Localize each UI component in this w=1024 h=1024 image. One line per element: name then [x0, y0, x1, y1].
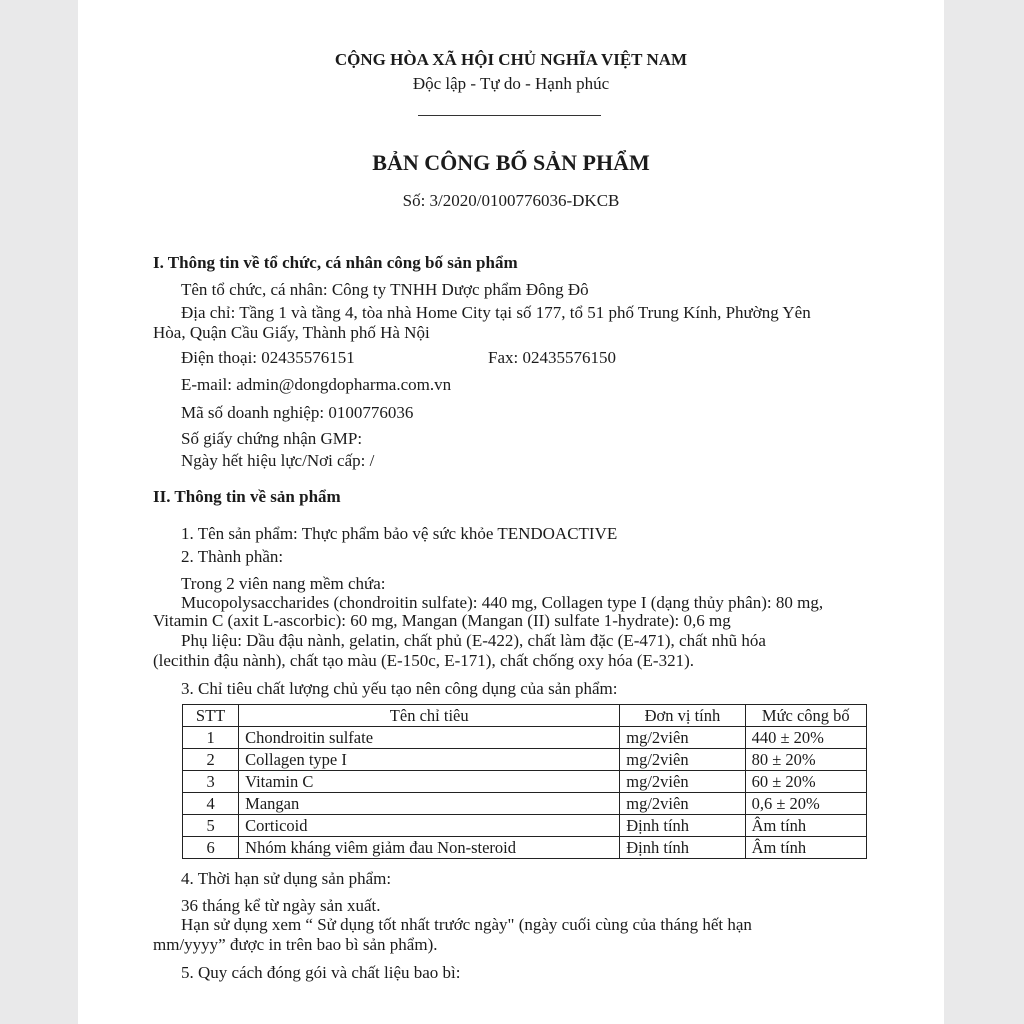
table-cell-stt: 4: [183, 793, 239, 815]
table-cell-stt: 2: [183, 749, 239, 771]
ingredients-intro: Trong 2 viên nang mềm chứa:: [181, 574, 386, 593]
motto-underline: [418, 115, 601, 116]
table-cell-unit: mg/2viên: [620, 771, 745, 793]
ingredients-line-2: Vitamin C (axit L-ascorbic): 60 mg, Mangan (Mangan (II) sulfate 1-hydrate): 0,6 mg: [153, 611, 731, 630]
product-name: 1. Tên sản phẩm: Thực phẩm bảo vệ sức khỏe TENDOACTIVE: [181, 524, 618, 543]
section1-heading: I. Thông tin về tổ chức, cá nhân công bố sản phẩm: [153, 253, 518, 272]
document-page: [78, 0, 944, 1024]
shelf-life-note-line-1: Hạn sử dụng xem “ Sử dụng tốt nhất trước ngày" (ngày cuối cùng của tháng hết hạn: [181, 915, 752, 934]
ingredients-label: 2. Thành phần:: [181, 547, 284, 566]
table-cell-level: 0,6 ± 20%: [745, 793, 866, 815]
packaging-label: 5. Quy cách đóng gói và chất liệu bao bì:: [181, 963, 461, 982]
quality-table: [182, 704, 867, 859]
table-cell-unit: mg/2viên: [620, 749, 745, 771]
table-cell-stt: 6: [183, 837, 239, 859]
address-line-2: Hòa, Quận Cầu Giấy, Thành phố Hà Nội: [153, 323, 430, 342]
section2-heading: II. Thông tin về sản phẩm: [153, 487, 341, 506]
org-name: Tên tổ chức, cá nhân: Công ty TNHH Dược phẩm Đông Đô: [181, 280, 589, 299]
table-cell-stt: 1: [183, 727, 239, 749]
table-cell-level: 60 ± 20%: [745, 771, 866, 793]
business-code: Mã số doanh nghiệp: 0100776036: [181, 403, 414, 422]
fax: Fax: 02435576150: [488, 348, 616, 367]
motto: Độc lập - Tự do - Hạnh phúc: [412, 74, 610, 93]
table-cell-stt: 5: [183, 815, 239, 837]
table-row: [183, 727, 867, 749]
shelf-life-label: 4. Thời hạn sử dụng sản phẩm:: [181, 869, 392, 888]
table-row: [183, 815, 867, 837]
certificate-expiry: Ngày hết hiệu lực/Nơi cấp: /: [181, 451, 375, 470]
email: E-mail: admin@dongdopharma.com.vn: [181, 375, 452, 394]
table-row: [183, 771, 867, 793]
quality-label: 3. Chỉ tiêu chất lượng chủ yếu tạo nên công dụng của sản phẩm:: [181, 679, 618, 698]
table-row: [183, 749, 867, 771]
table-cell-level: 80 ± 20%: [745, 749, 866, 771]
excipients-line-2: (lecithin đậu nành), chất tạo màu (E-150c, E-171), chất chống oxy hóa (E-321).: [153, 651, 694, 670]
table-header-unit: Đơn vị tính: [620, 705, 745, 727]
excipients-line-1: Phụ liệu: Dầu đậu nành, gelatin, chất phủ (E-422), chất làm đặc (E-471), chất nhũ hóa: [181, 631, 766, 650]
table-cell-name: Corticoid: [239, 815, 620, 837]
document-number: Số: 3/2020/0100776036-DKCB: [402, 191, 620, 210]
table-cell-unit: mg/2viên: [620, 727, 745, 749]
gmp-certificate: Số giấy chứng nhận GMP:: [181, 429, 363, 448]
table-cell-unit: Định tính: [620, 815, 745, 837]
table-cell-unit: mg/2viên: [620, 793, 745, 815]
shelf-life-value: 36 tháng kể từ ngày sản xuất.: [181, 896, 381, 915]
table-cell-level: Âm tính: [745, 815, 866, 837]
table-row: [183, 837, 867, 859]
table-cell-name: Collagen type I: [239, 749, 620, 771]
table-header-row: [183, 705, 867, 727]
nation-title: CỘNG HÒA XÃ HỘI CHỦ NGHĨA VIỆT NAM: [334, 50, 688, 69]
ingredients-line-1: Mucopolysaccharides (chondroitin sulfate): 440 mg, Collagen type I (dạng thủy phân): 80 mg,: [181, 593, 824, 612]
table-row: [183, 793, 867, 815]
shelf-life-note-line-2: mm/yyyy” được in trên bao bì sản phẩm).: [153, 935, 438, 954]
document-title: BẢN CÔNG BỐ SẢN PHẨM: [372, 150, 650, 175]
table-header-stt: STT: [183, 705, 239, 727]
table-header-level: Mức công bố: [745, 705, 866, 727]
table-cell-name: Chondroitin sulfate: [239, 727, 620, 749]
table-header-name: Tên chỉ tiêu: [239, 705, 620, 727]
table-cell-name: Nhóm kháng viêm giảm đau Non-steroid: [239, 837, 620, 859]
table-cell-level: 440 ± 20%: [745, 727, 866, 749]
phone: Điện thoại: 02435576151: [181, 348, 355, 367]
table-cell-name: Vitamin C: [239, 771, 620, 793]
table-cell-unit: Định tính: [620, 837, 745, 859]
table-cell-level: Âm tính: [745, 837, 866, 859]
address-line-1: Địa chỉ: Tầng 1 và tầng 4, tòa nhà Home City tại số 177, tổ 51 phố Trung Kính, Phường Yên: [181, 303, 811, 322]
table-cell-stt: 3: [183, 771, 239, 793]
table-cell-name: Mangan: [239, 793, 620, 815]
